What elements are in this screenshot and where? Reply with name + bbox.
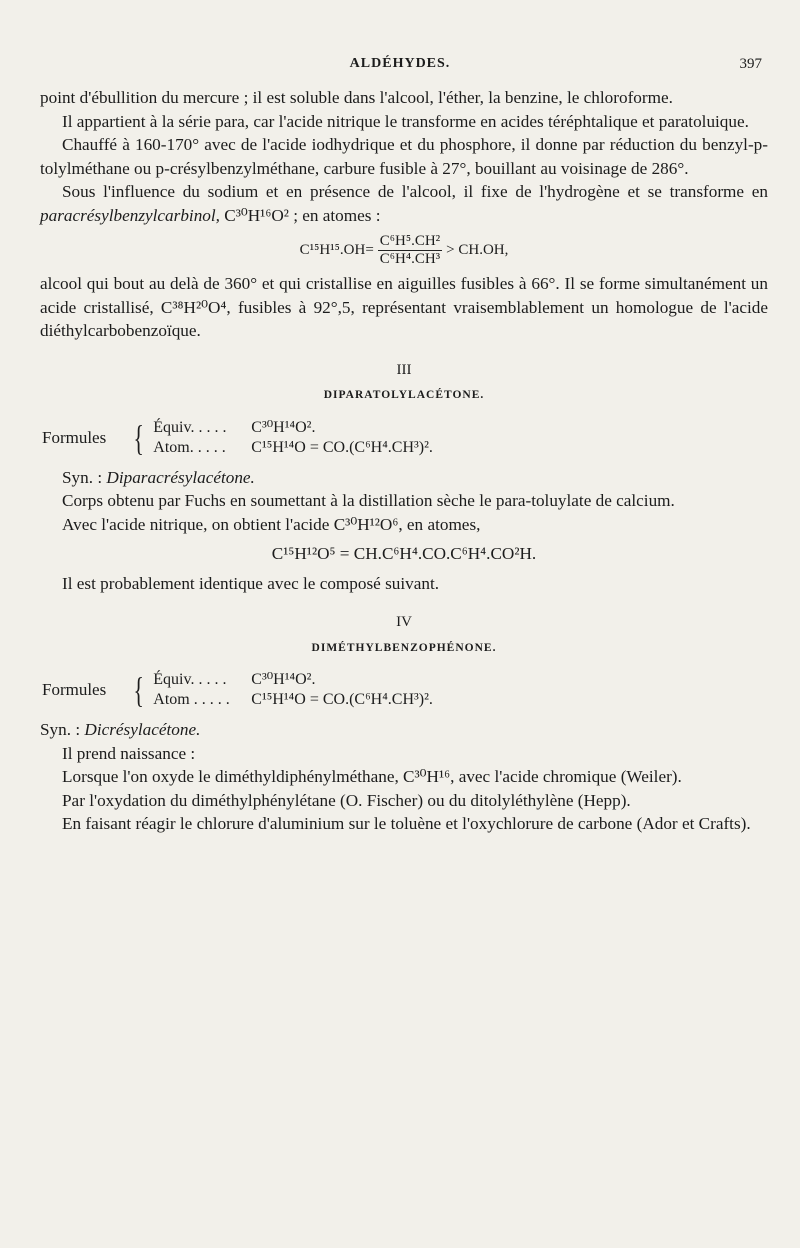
syn-name: Dicrésylacétone. (84, 720, 201, 739)
brace-icon: { (133, 670, 144, 710)
section-number: III (396, 361, 412, 378)
section-title: DIPARATOLYLACÉTONE. (323, 389, 485, 401)
formulas-label: Formules (42, 680, 107, 700)
synonym-line (40, 466, 768, 490)
syn-prefix: Syn. : (62, 467, 107, 487)
formulas-block (42, 418, 768, 458)
paragraph: point d'ébullition du mercure ; il est soluble dans l'alcool, l'éther, la benzine, le chloroforme. (40, 88, 673, 107)
paragraph: Par l'oxydation du diméthylphénylétane (O. Fischer) ou du ditolyléthylène (Hepp). (62, 790, 631, 810)
paragraph: En faisant réagir le chlorure d'aluminium sur le toluène et l'oxychlorure de carbone (Ador et Crafts). (62, 814, 751, 833)
equiv-label: Équiv. . . . . (153, 418, 227, 436)
paragraph: Avec l'acide nitrique, on obtient l'acide C³⁰H¹²O⁶, en atomes, (62, 514, 481, 534)
paragraph: Il est probablement identique avec le composé suivant. (62, 573, 440, 593)
atom-label: Atom. . . . . (153, 438, 226, 456)
paragraph-text: C³⁰H¹⁶O² ; en atomes : (219, 205, 381, 225)
compound-name: paracrésylbenzylcarbinol, (40, 205, 220, 225)
paragraph: Il appartient à la série para, car l'acide nitrique le transforme en acides téréphtalique et paratoluique. (62, 111, 749, 131)
synonym-line (40, 718, 768, 742)
paragraph: Chauffé à 160-170° avec de l'acide iodhydrique et du phosphore, il donne par réduction du benzyl-p-tolylméthane ou p-crésylbenzylméthane, carbure fusible à 27°, bouillant au voisinage de 286°. (40, 135, 768, 178)
atom-value: C¹⁵H¹⁴O = CO.(C⁶H⁴.CH³)². (251, 691, 433, 708)
atom-value: C¹⁵H¹⁴O = CO.(C⁶H⁴.CH³)². (251, 438, 433, 456)
brace-icon: { (133, 417, 144, 458)
paragraph: alcool qui bout au delà de 360° et qui cristallise en aiguilles fusibles à 66°. Il se forme simultanément un acide cristallisé, C³⁸H²⁰O⁴, fusibles à 92°,5, représentant vraisemblablement un homologue de l'acide diéthylcarbobenzoïque. (40, 274, 768, 340)
atom-label: Atom . . . . . (153, 691, 230, 708)
structural-formula (40, 233, 768, 268)
syn-name: Diparacrésylacétone. (106, 467, 255, 487)
paragraph-text: Sous l'influence du sodium et en présence de l'alcool, il fixe de l'hydrogène et se transforme en (62, 182, 768, 201)
paragraph: Il prend naissance : (62, 743, 196, 763)
syn-prefix: Syn. : (40, 720, 85, 739)
formula-left: C¹⁵H¹⁵.OH= (299, 241, 374, 258)
equation: C¹⁵H¹²O⁵ = CH.C⁶H⁴.CO.C⁶H⁴.CO²H. (271, 544, 537, 563)
formula-top: C⁶H⁵.CH² (379, 233, 441, 249)
paragraph: Corps obtenu par Fuchs en soumettant à la distillation sèche le para-toluylate de calcium. (62, 491, 675, 510)
equiv-value: C³⁰H¹⁴O². (251, 418, 316, 436)
equiv-value: C³⁰H¹⁴O². (251, 671, 316, 688)
running-header: ALDÉHYDES. (349, 56, 451, 71)
formulas-label: Formules (42, 427, 107, 447)
formula-bottom: C⁶H⁴.CH³ (379, 251, 441, 267)
formula-right: > CH.OH, (446, 241, 509, 258)
section-title: DIMÉTHYLBENZOPHÉNONE. (311, 641, 497, 654)
equiv-label: Équiv. . . . . (153, 671, 227, 688)
paragraph (40, 180, 768, 227)
formulas-block (42, 670, 768, 710)
page-body (40, 86, 768, 836)
paragraph: Lorsque l'on oxyde le diméthyldiphénylméthane, C³⁰H¹⁶, avec l'acide chromique (Weiler). (62, 767, 682, 786)
section-number: IV (396, 614, 412, 630)
page-number: 397 (739, 56, 762, 72)
